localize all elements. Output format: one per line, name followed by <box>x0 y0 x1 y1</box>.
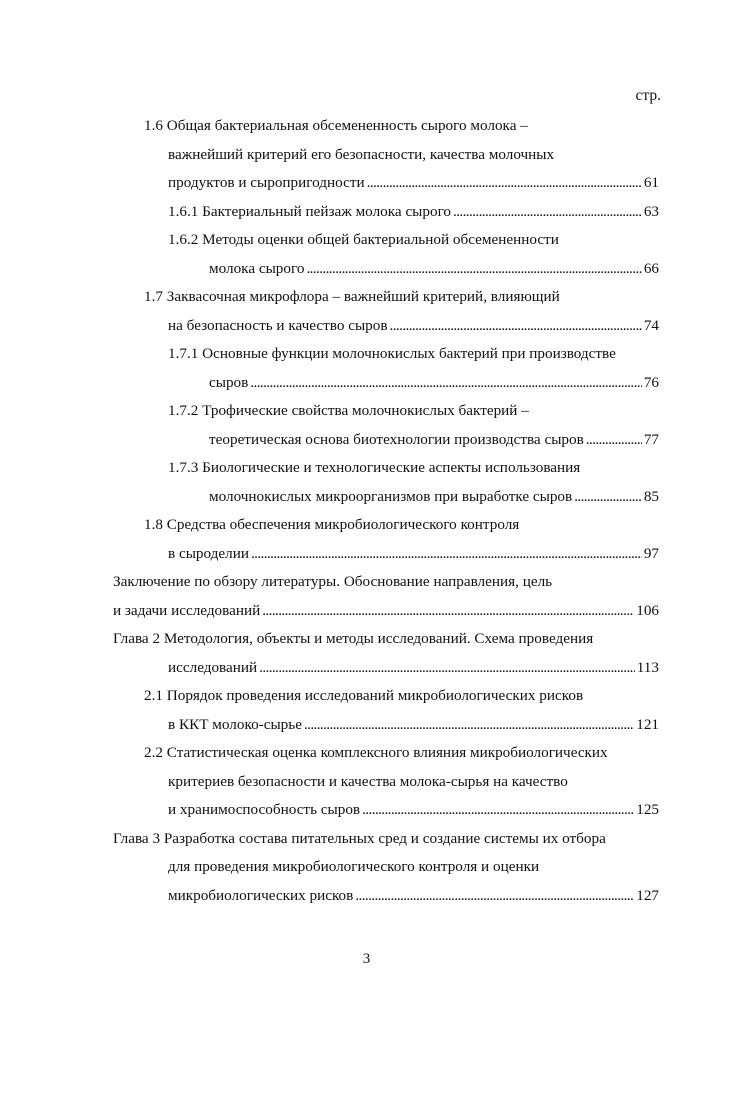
dot-leader <box>259 658 635 678</box>
toc-entry-page: 85 <box>643 488 659 505</box>
toc-entry-page: 63 <box>643 203 659 220</box>
toc-entry-title: на безопасность и качество сыров <box>168 317 388 334</box>
dot-leader <box>304 715 634 735</box>
toc-entry-page: 125 <box>636 801 659 818</box>
toc-entry-title: и задачи исследований <box>113 602 261 619</box>
dot-leader <box>306 259 641 279</box>
dot-leader <box>262 601 634 621</box>
dot-leader <box>453 202 642 222</box>
toc-line: 1.7.3 Биологические и технологические аспекты использования <box>168 459 581 476</box>
toc-entry-page: 127 <box>636 887 659 904</box>
toc-entry-title: продуктов и сыропригодности <box>168 174 365 191</box>
toc-entry-page: 106 <box>636 602 659 619</box>
dot-leader <box>362 800 634 820</box>
dot-leader <box>251 544 642 564</box>
toc-entry[interactable] <box>168 800 659 820</box>
toc-entry-page: 113 <box>636 659 659 676</box>
toc-entry[interactable] <box>168 316 659 336</box>
toc-line: критериев безопасности и качества молока-сырья на качество <box>168 773 568 790</box>
dot-leader <box>355 886 634 906</box>
toc-line: Глава 2 Методология, объекты и методы исследований. Схема проведения <box>113 630 594 647</box>
toc-entry-title: в сыроделии <box>168 545 249 562</box>
toc-entry-title: и хранимоспособность сыров <box>168 801 361 818</box>
toc-entry[interactable] <box>168 658 659 678</box>
toc-entry-title: в ККТ молоко-сырье <box>168 716 302 733</box>
toc-entry-page: 66 <box>643 260 659 277</box>
toc-entry-page: 74 <box>643 317 659 334</box>
toc-line: 1.7.2 Трофические свойства молочнокислых бактерий – <box>168 402 529 419</box>
toc-line: 1.6 Общая бактериальная обсемененность сырого молока – <box>144 117 528 134</box>
toc-entry[interactable] <box>168 886 659 906</box>
toc-line: важнейший критерий его безопасности, качества молочных <box>168 146 555 163</box>
toc-line: 2.2 Статистическая оценка комплексного влияния микробиологических <box>144 744 608 761</box>
dot-leader <box>367 173 642 193</box>
toc-line: Заключение по обзору литературы. Обоснование направления, цель <box>113 573 553 590</box>
toc-line: 2.1 Порядок проведения исследований микробиологических рисков <box>144 687 584 704</box>
toc-line: 1.7.1 Основные функции молочнокислых бактерий при производстве <box>168 345 616 362</box>
toc-line: 1.6.2 Методы оценки общей бактериальной обсемененности <box>168 231 559 248</box>
toc-line: 1.7 Заквасочная микрофлора – важнейший критерий, влияющий <box>144 288 560 305</box>
toc-entry-title: микробиологических рисков <box>168 887 354 904</box>
page-number: 3 <box>362 951 371 967</box>
dot-leader <box>574 487 642 507</box>
toc-entry-title: молочнокислых микроорганизмов при выработке сыров <box>209 488 573 505</box>
toc-entry[interactable] <box>113 601 659 621</box>
dot-leader <box>390 316 642 336</box>
toc-entry-page: 121 <box>636 716 659 733</box>
toc-entry[interactable] <box>168 715 659 735</box>
toc-entry-title: молока сырого <box>209 260 305 277</box>
toc-entry[interactable] <box>209 430 659 450</box>
toc-line: для проведения микробиологического контроля и оценки <box>168 858 540 875</box>
toc-entry-page: 76 <box>643 374 659 391</box>
toc-line: Глава 3 Разработка состава питательных сред и создание системы их отбора <box>113 830 606 847</box>
toc-entry[interactable] <box>168 202 659 222</box>
toc-entry[interactable] <box>209 487 659 507</box>
dot-leader <box>586 430 642 450</box>
page-column-label: стр. <box>635 87 661 104</box>
toc-entry-page: 77 <box>643 431 659 448</box>
toc-entry-title: теоретическая основа биотехнологии производства сыров <box>209 431 584 448</box>
dot-leader <box>250 373 642 393</box>
toc-entry[interactable] <box>209 373 659 393</box>
toc-entry-page: 61 <box>643 174 659 191</box>
toc-entry[interactable] <box>168 544 659 564</box>
toc-entry-page: 97 <box>643 545 659 562</box>
toc-line: 1.8 Средства обеспечения микробиологического контроля <box>144 516 520 533</box>
toc-entry-title: сыров <box>209 374 249 391</box>
toc-entry-title: 1.6.1 Бактериальный пейзаж молока сырого <box>168 203 452 220</box>
toc-entry[interactable] <box>168 173 659 193</box>
toc-entry[interactable] <box>209 259 659 279</box>
toc-entry-title: исследований <box>168 659 258 676</box>
